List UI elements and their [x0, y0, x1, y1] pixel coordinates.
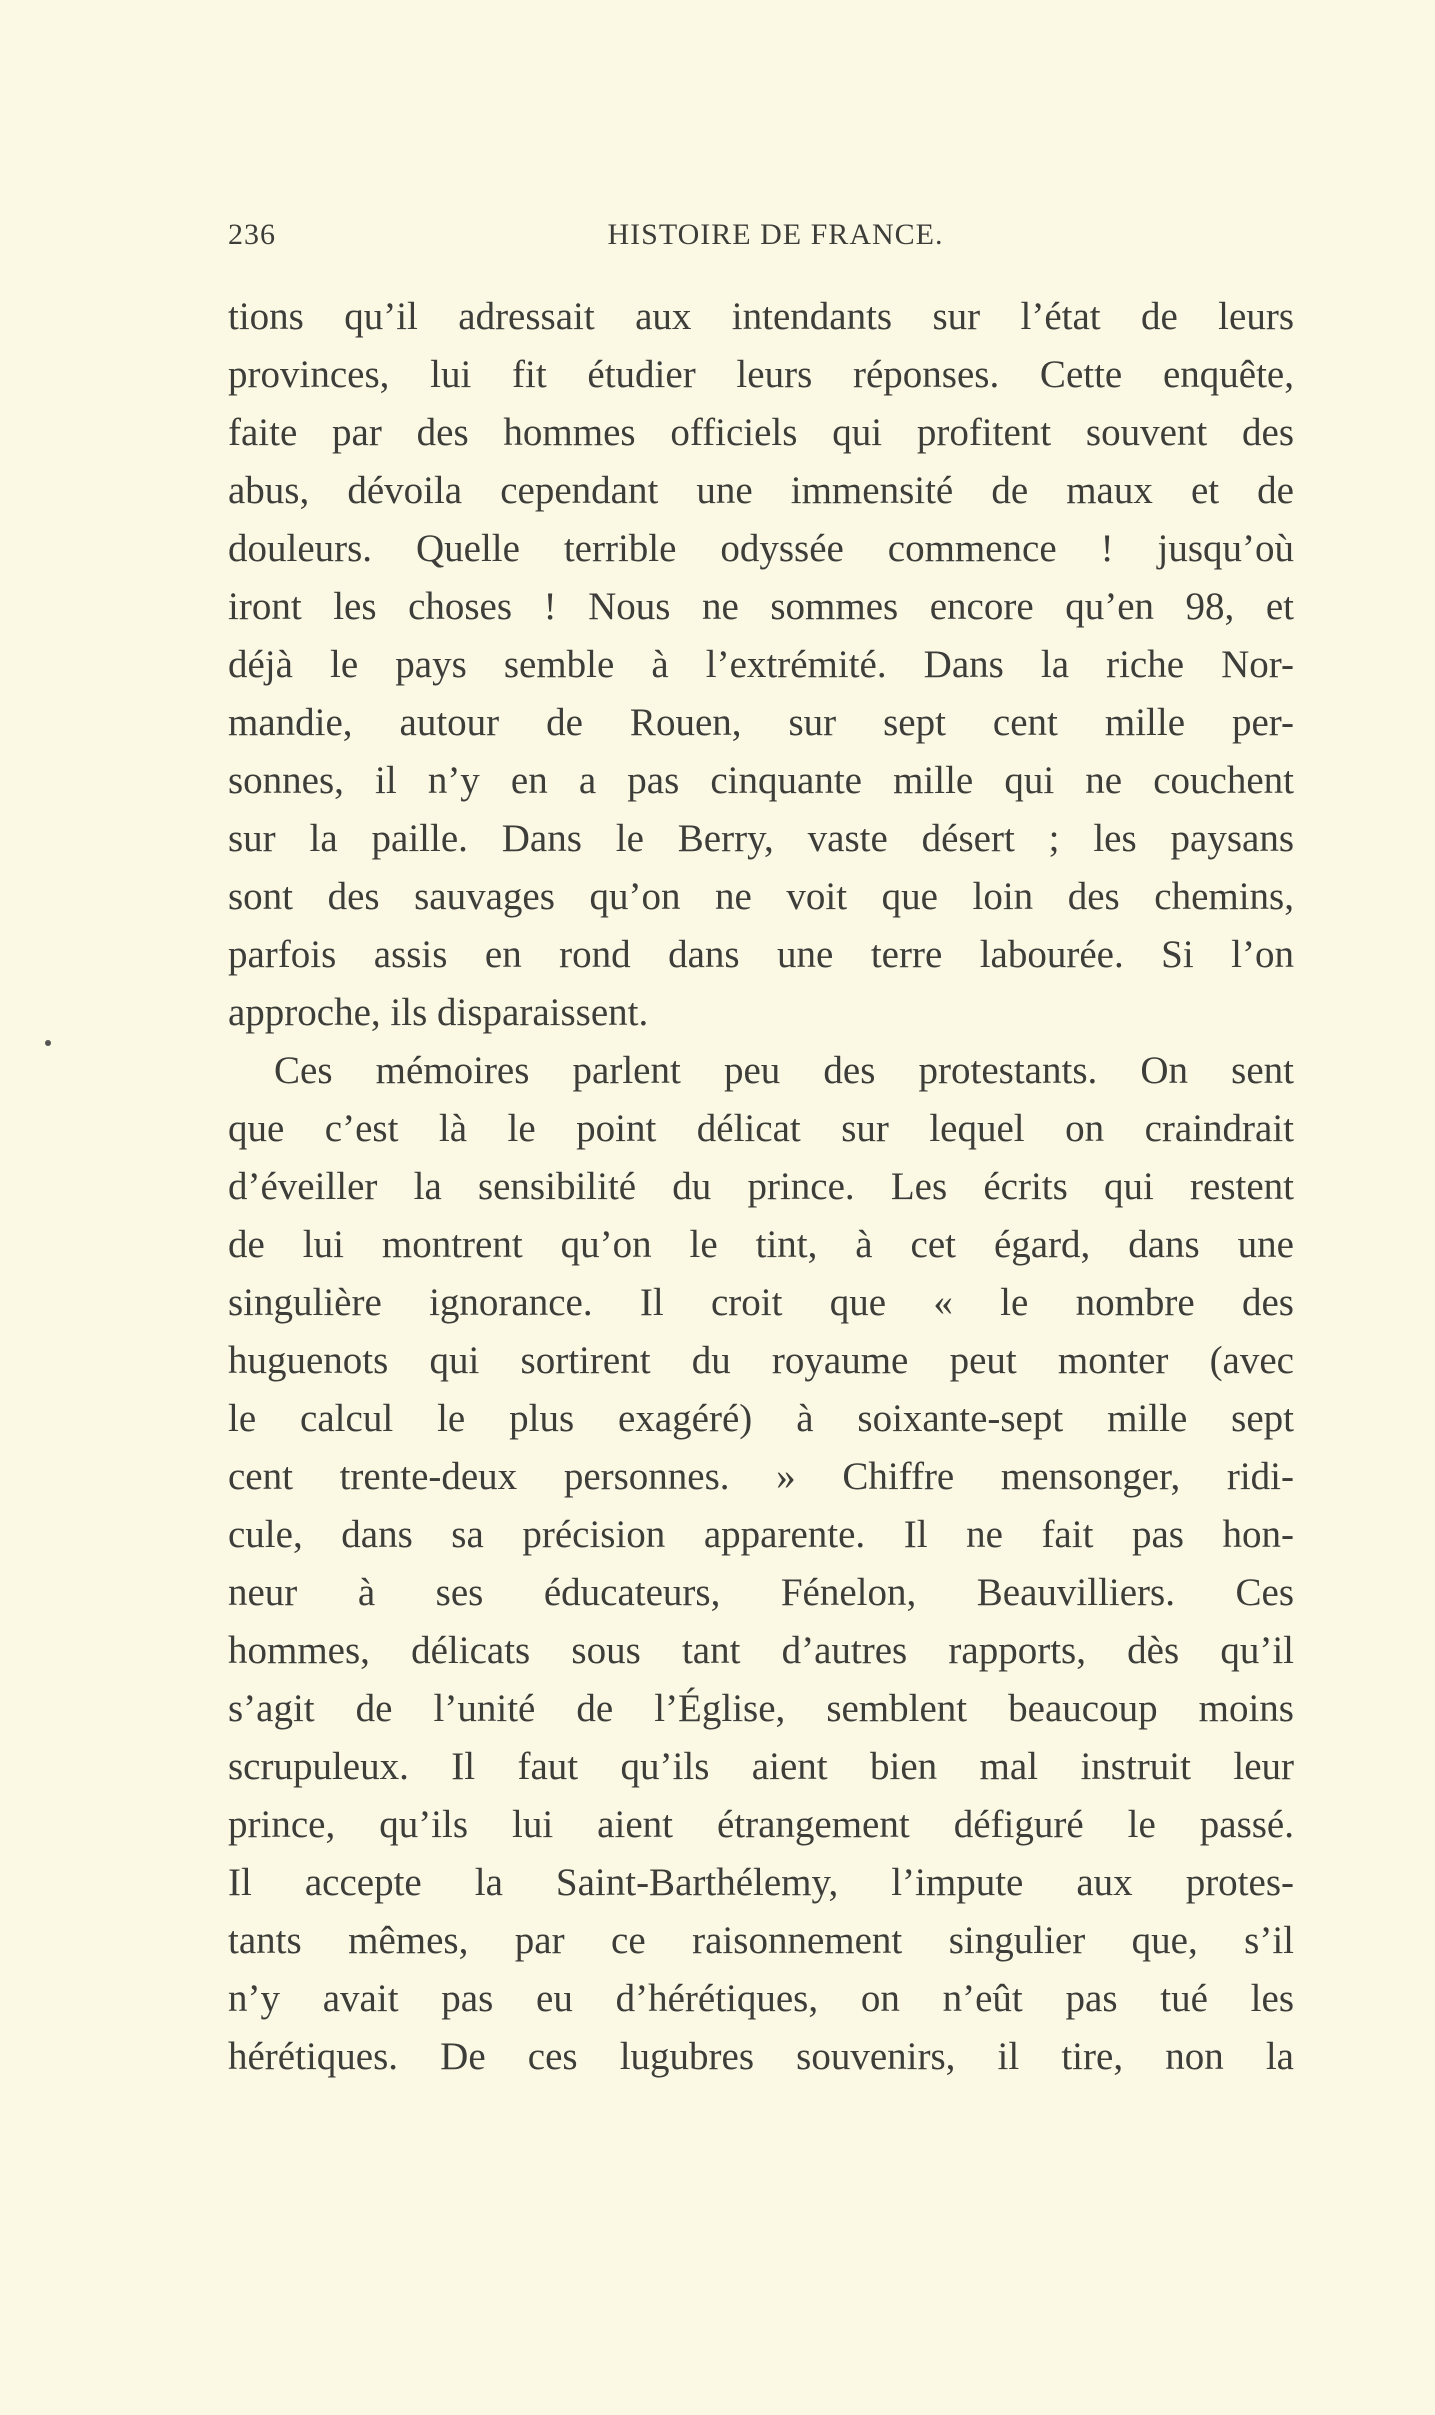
- text-line: huguenots qui sortirent du royaume peut monter (avec: [228, 1339, 1294, 1382]
- text-line: douleurs. Quelle terrible odyssée commence ! jusqu’où: [228, 527, 1294, 570]
- text-line: cule, dans sa précision apparente. Il ne fait pas hon-: [228, 1513, 1294, 1556]
- text-line: provinces, lui fit étudier leurs réponses. Cette enquête,: [228, 353, 1294, 396]
- text-line: cent trente-deux personnes. » Chiffre mensonger, ridi-: [228, 1455, 1294, 1498]
- scan-speck: [45, 1040, 51, 1046]
- text-line: neur à ses éducateurs, Fénelon, Beauvilliers. Ces: [228, 1571, 1294, 1614]
- text-line: que c’est là le point délicat sur lequel on craindrait: [228, 1107, 1294, 1150]
- text-line: iront les choses ! Nous ne sommes encore qu’en 98, et: [228, 585, 1294, 628]
- text-line: sur la paille. Dans le Berry, vaste désert ; les paysans: [228, 817, 1294, 860]
- text-line: s’agit de l’unité de l’Église, semblent beaucoup moins: [228, 1687, 1294, 1730]
- text-line: parfois assis en rond dans une terre labourée. Si l’on: [228, 933, 1294, 976]
- text-line: scrupuleux. Il faut qu’ils aient bien mal instruit leur: [228, 1745, 1294, 1788]
- text-line: sont des sauvages qu’on ne voit que loin des chemins,: [228, 875, 1294, 918]
- text-line: hommes, délicats sous tant d’autres rapports, dès qu’il: [228, 1629, 1294, 1672]
- page-number: 236: [228, 218, 276, 251]
- text-line: mandie, autour de Rouen, sur sept cent mille per-: [228, 701, 1294, 744]
- text-line: approche, ils disparaissent.: [228, 991, 649, 1034]
- text-line: n’y avait pas eu d’hérétiques, on n’eût pas tué les: [228, 1977, 1294, 2020]
- text-line: Ces mémoires parlent peu des protestants. On sent: [274, 1049, 1294, 1092]
- text-line: singulière ignorance. Il croit que « le nombre des: [228, 1281, 1294, 1324]
- text-line: tions qu’il adressait aux intendants sur l’état de leurs: [228, 295, 1294, 338]
- text-line: tants mêmes, par ce raisonnement singulier que, s’il: [228, 1919, 1294, 1962]
- text-line: sonnes, il n’y en a pas cinquante mille qui ne couchent: [228, 759, 1294, 802]
- running-title: HISTOIRE DE FRANCE.: [607, 218, 944, 251]
- text-line: abus, dévoila cependant une immensité de maux et de: [228, 469, 1294, 512]
- text-line: hérétiques. De ces lugubres souvenirs, il tire, non la: [228, 2035, 1294, 2078]
- running-header: [228, 218, 1293, 262]
- text-line: déjà le pays semble à l’extrémité. Dans la riche Nor-: [228, 643, 1294, 686]
- text-line: d’éveiller la sensibilité du prince. Les écrits qui restent: [228, 1165, 1294, 1208]
- text-line: faite par des hommes officiels qui profitent souvent des: [228, 411, 1294, 454]
- body-text: [228, 288, 1294, 2086]
- text-line: Il accepte la Saint-Barthélemy, l’impute aux protes-: [228, 1861, 1294, 1904]
- text-line: le calcul le plus exagéré) à soixante-sept mille sept: [228, 1397, 1294, 1440]
- text-line: prince, qu’ils lui aient étrangement défiguré le passé.: [228, 1803, 1294, 1846]
- text-line: de lui montrent qu’on le tint, à cet égard, dans une: [228, 1223, 1294, 1266]
